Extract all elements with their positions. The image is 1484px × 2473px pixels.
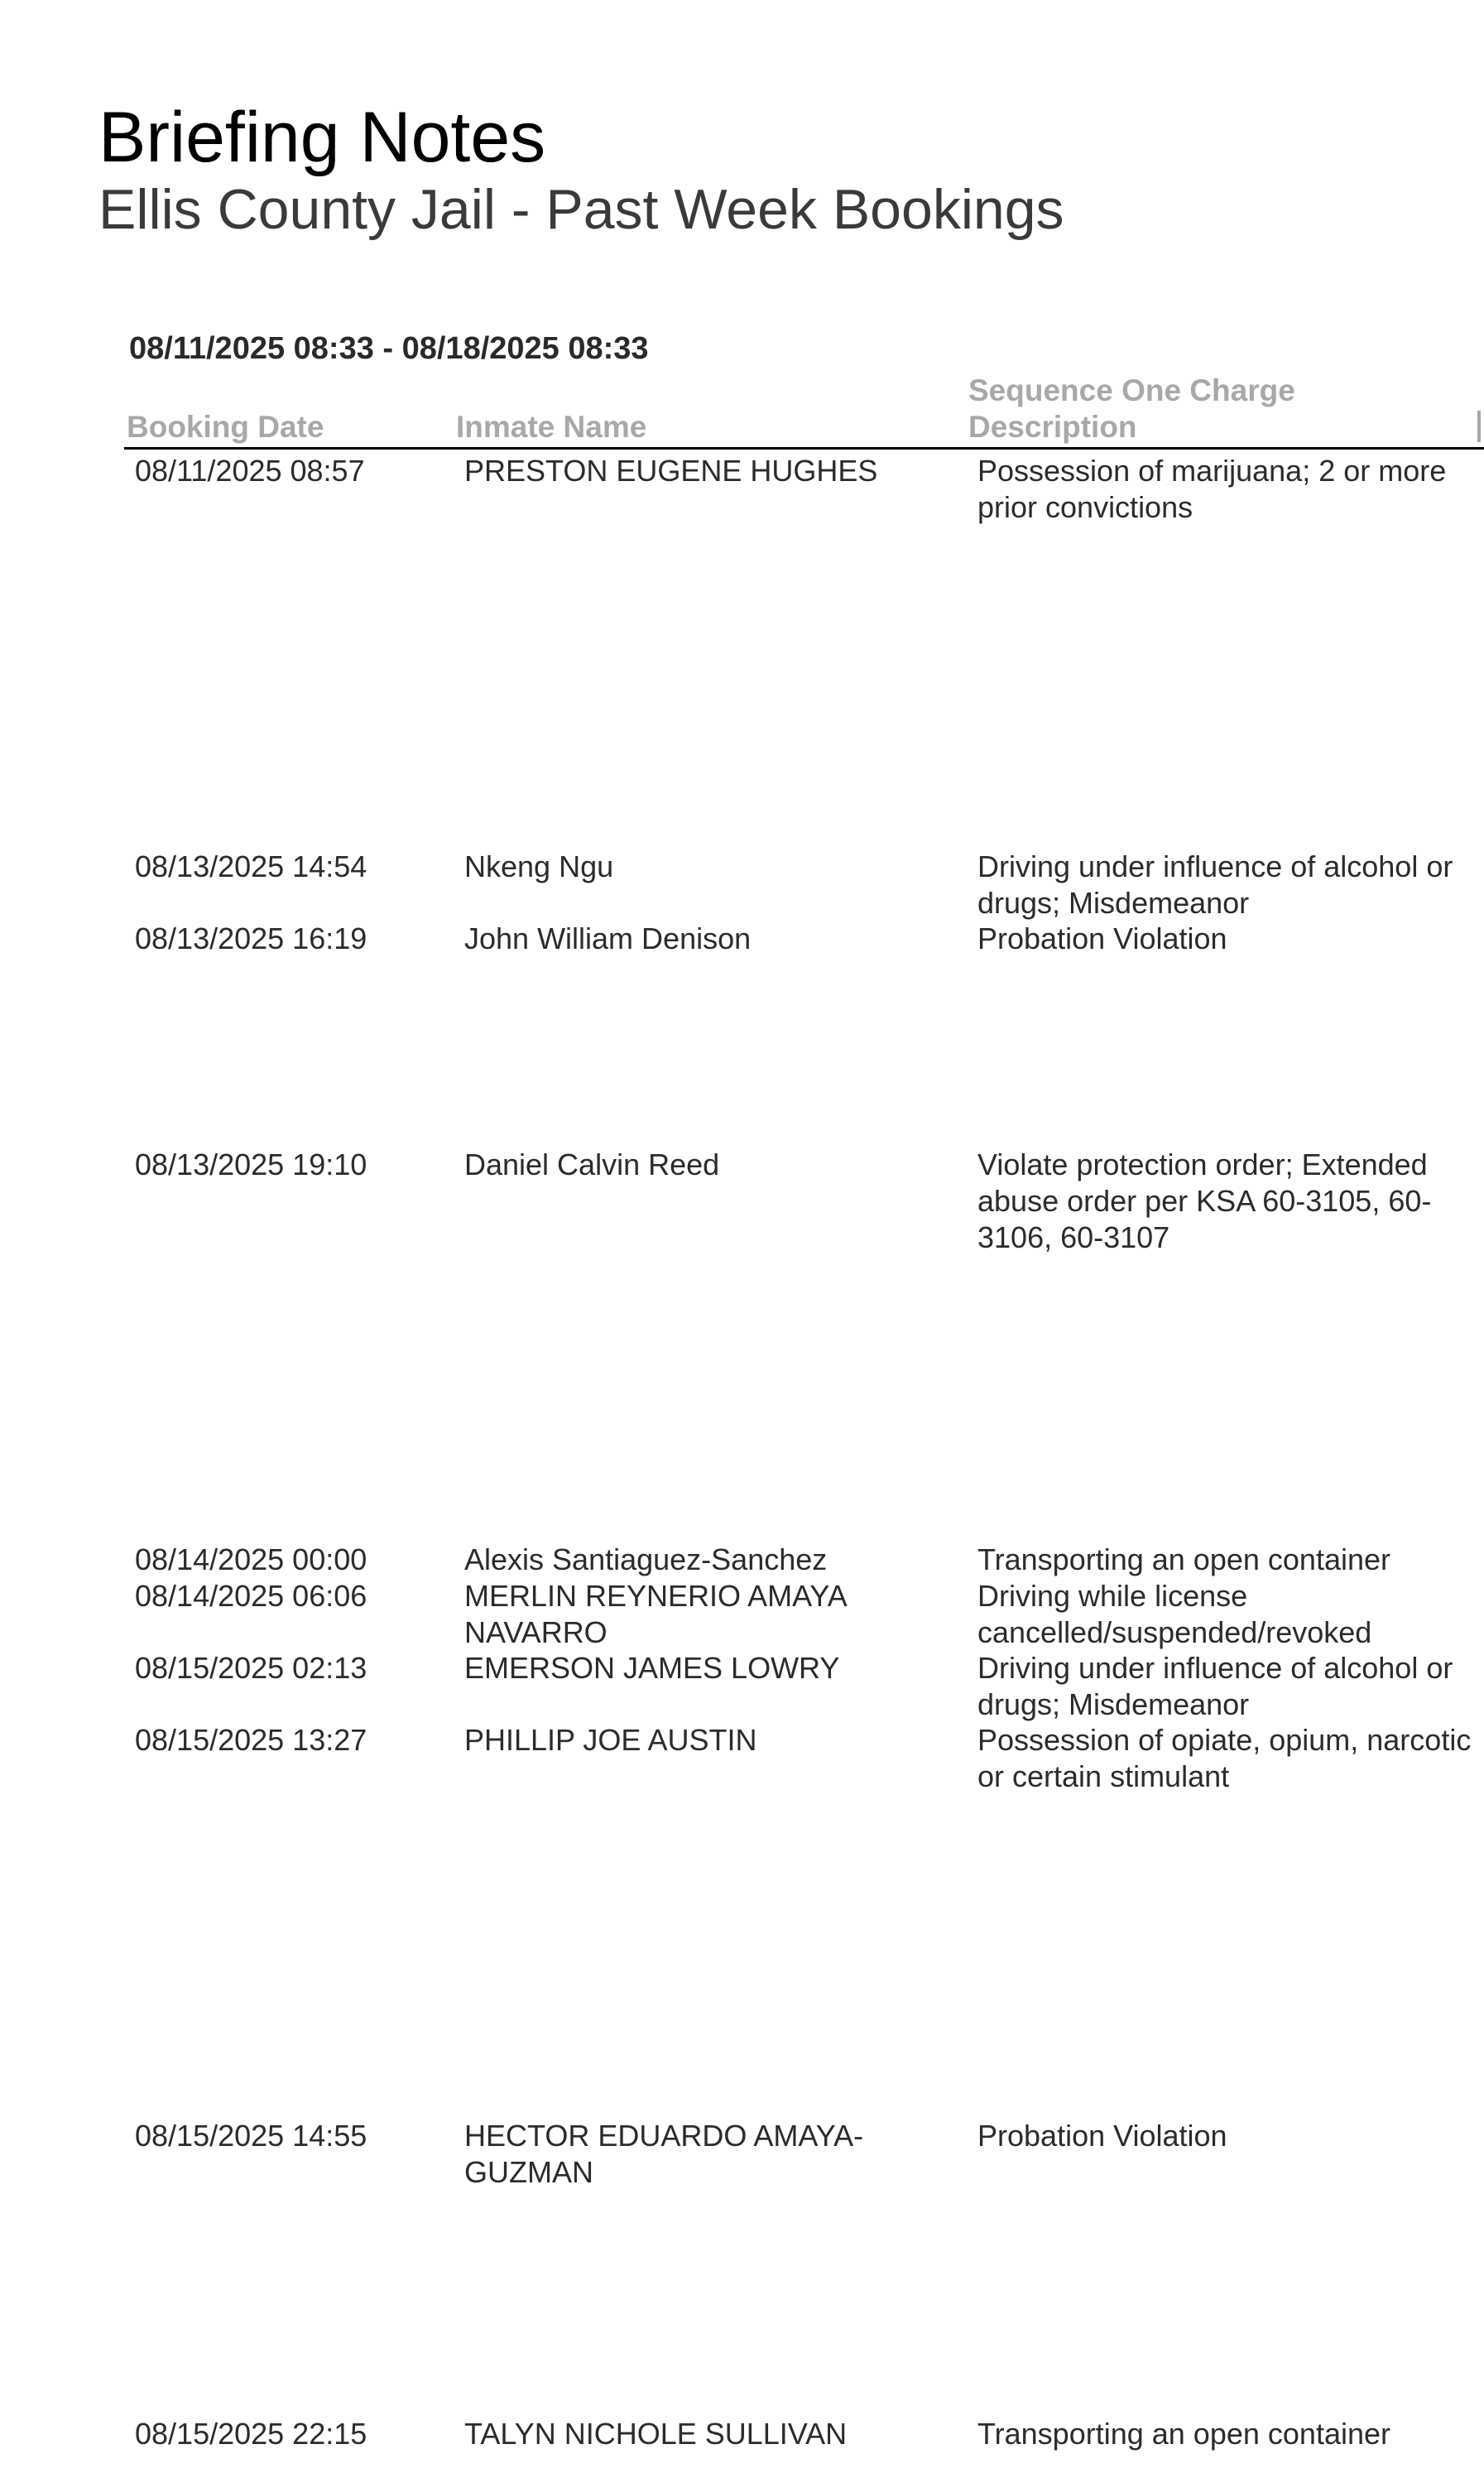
booking-date-cell: 08/15/2025 22:15 [135, 2417, 367, 2451]
inmate-name-cell: TALYN NICHOLE SULLIVAN [464, 2417, 848, 2451]
booking-date-cell: 08/14/2025 06:06 [135, 1579, 367, 1613]
inmate-name-cell: Alexis Santiaguez-Sanchez [464, 1542, 828, 1576]
charge-cell: Driving under influence of alcohol or drugs; Misdemeanor [977, 1651, 1453, 1721]
booking-date-cell: 08/15/2025 14:55 [135, 2119, 367, 2153]
booking-date-cell: 08/15/2025 13:27 [135, 1723, 367, 1757]
booking-date-cell: 08/14/2025 00:00 [135, 1542, 367, 1576]
charge-cell: Violate protection order; Extended abuse order per KSA 60-3105, 60-3106, 60-3107 [977, 1147, 1432, 1254]
inmate-name-cell: PRESTON EUGENE HUGHES [464, 454, 878, 488]
booking-date-cell: 08/13/2025 19:10 [135, 1147, 367, 1181]
inmate-name-cell: HECTOR EDUARDO AMAYA-GUZMAN [464, 2119, 864, 2189]
charge-cell: Driving while license cancelled/suspended/revoked [977, 1579, 1372, 1649]
header-divider [124, 447, 1484, 450]
charge-cell: Transporting an open container [977, 1542, 1390, 1576]
date-range: 08/11/2025 08:33 - 08/18/2025 08:33 [129, 331, 649, 366]
page-subtitle: Ellis County Jail - Past Week Bookings [98, 178, 1064, 241]
inmate-name-cell: PHILLIP JOE AUSTIN [464, 1723, 757, 1757]
booking-date-cell: 08/11/2025 08:57 [135, 454, 365, 488]
inmate-name-cell: Nkeng Ngu [464, 849, 614, 883]
charge-cell: Possession of marijuana; 2 or more prior convictions [977, 454, 1447, 524]
column-header-inmate-name: Inmate Name [456, 410, 647, 444]
charge-cell: Probation Violation [977, 2119, 1227, 2153]
inmate-name-cell: MERLIN REYNERIO AMAYA NAVARRO [464, 1579, 846, 1649]
booking-date-cell: 08/15/2025 02:13 [135, 1651, 367, 1685]
inmate-name-cell: EMERSON JAMES LOWRY [464, 1651, 840, 1685]
charge-cell: Driving under influence of alcohol or drugs; Misdemeanor [977, 849, 1453, 920]
charge-cell: Transporting an open container [977, 2417, 1390, 2451]
booking-date-cell: 08/13/2025 14:54 [135, 849, 367, 883]
booking-date-cell: 08/13/2025 16:19 [135, 921, 367, 955]
column-header-charge-description: Sequence One Charge Description [968, 373, 1295, 444]
column-header-booking-date: Booking Date [127, 410, 324, 444]
page-title: Briefing Notes [98, 98, 546, 177]
charge-cell: Probation Violation [977, 921, 1227, 955]
next-column-header-edge [1477, 411, 1481, 442]
inmate-name-cell: Daniel Calvin Reed [464, 1147, 720, 1181]
inmate-name-cell: John William Denison [464, 921, 752, 955]
charge-cell: Possession of opiate, opium, narcotic or certain stimulant [977, 1723, 1472, 1793]
